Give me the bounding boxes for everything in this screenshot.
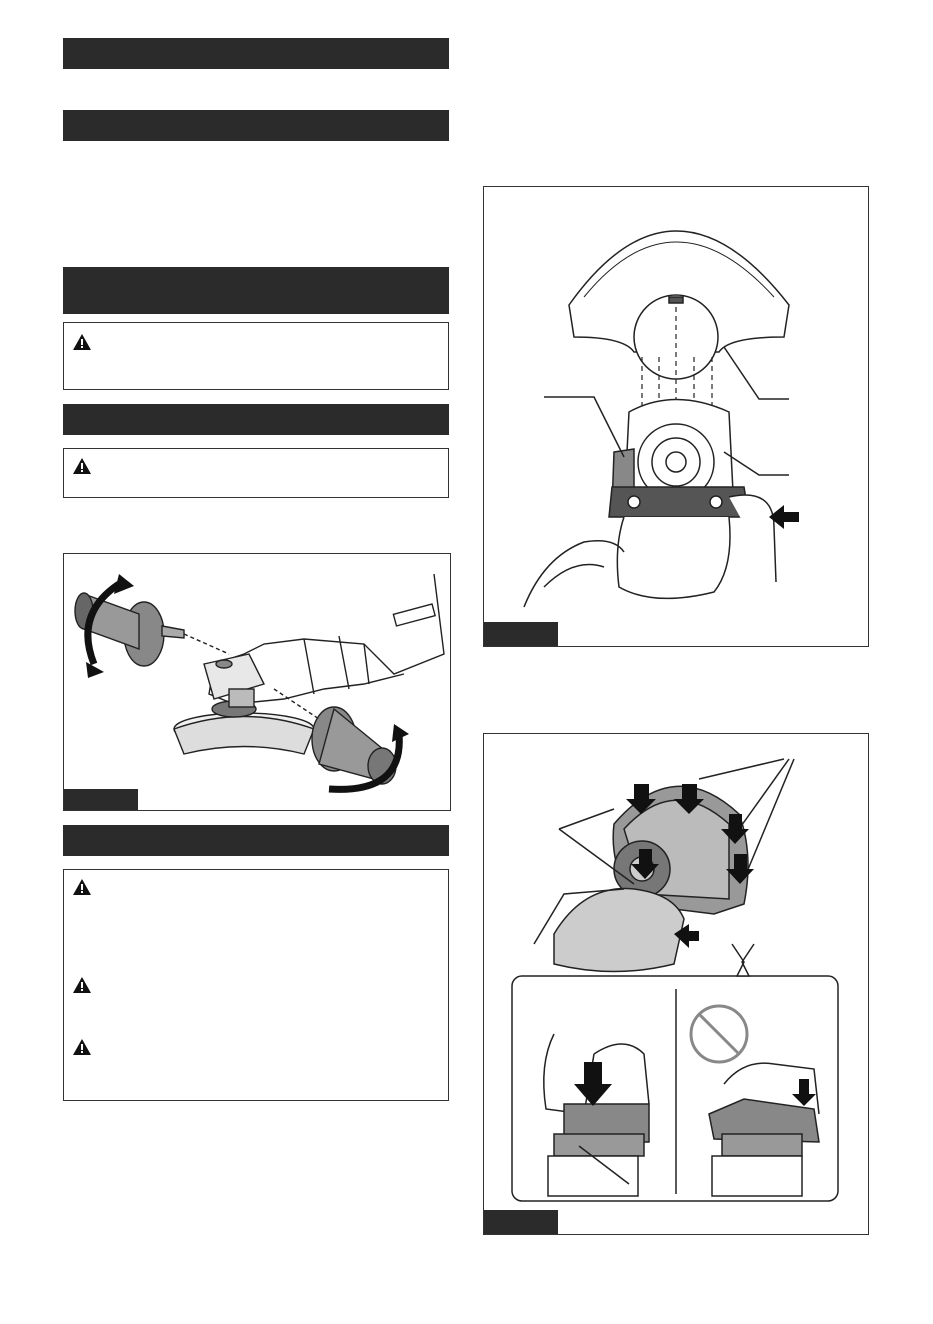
figure-tag (64, 789, 138, 810)
figure-tag (484, 622, 558, 646)
section-header-bar-5 (63, 825, 449, 856)
warning-triangle-icon (72, 1038, 92, 1056)
warning-box-3 (63, 869, 449, 1101)
wheel-guard-alignment-illustration (484, 187, 869, 647)
section-header-bar-3 (63, 267, 449, 314)
warning-box-1 (63, 322, 449, 390)
warning-triangle-icon (72, 878, 92, 896)
side-grip-illustration (64, 554, 451, 811)
section-header-bar-2 (63, 110, 449, 141)
figure-tag (484, 1210, 558, 1234)
figure-wheel-guard-fitting (483, 733, 869, 1235)
warning-triangle-icon (72, 976, 92, 994)
figure-side-grip (63, 553, 451, 811)
section-header-bar-4 (63, 404, 449, 435)
warning-box-2 (63, 448, 449, 498)
wheel-guard-fitting-illustration (484, 734, 869, 1235)
figure-wheel-guard-alignment (483, 186, 869, 647)
section-header-bar-1 (63, 38, 449, 69)
warning-triangle-icon (72, 333, 92, 351)
warning-triangle-icon (72, 457, 92, 475)
